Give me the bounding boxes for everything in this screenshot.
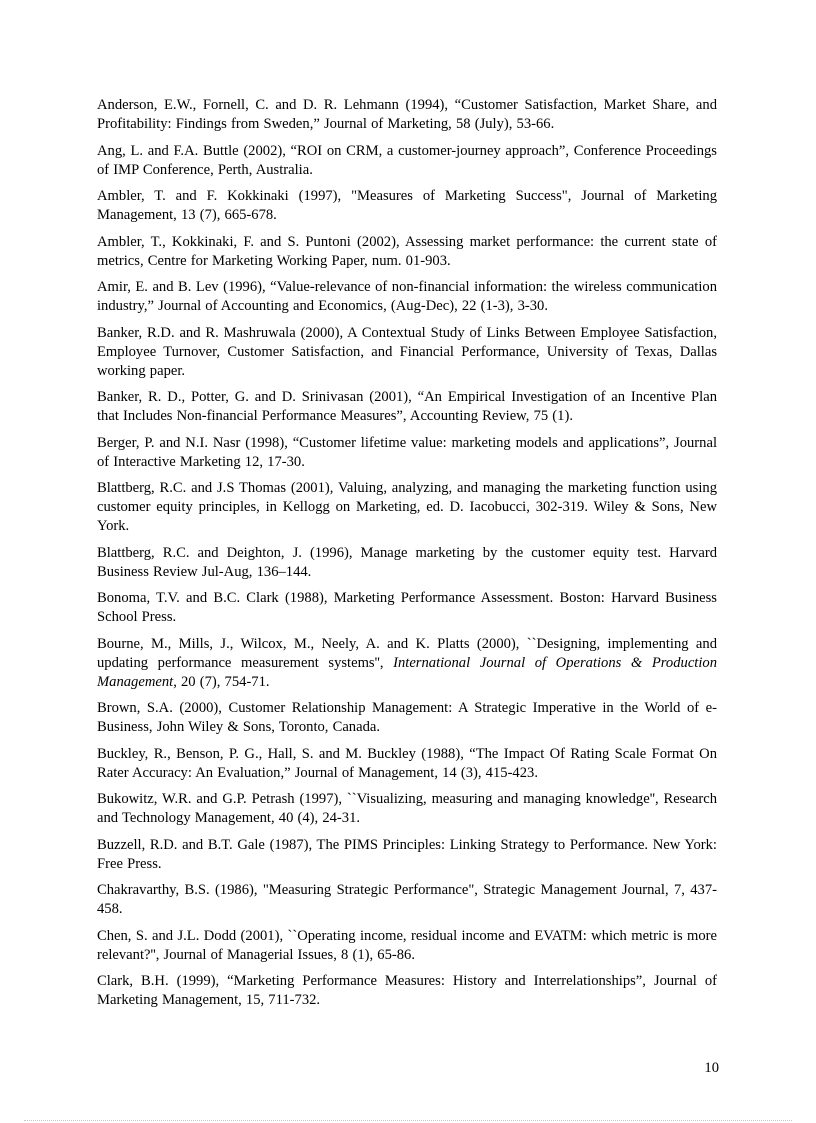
reference-text: Berger, P. and N.I. Nasr (1998), “Customer lifetime value: marketing models and applications”, Journal of Interactive Marketing 12, 17-30.	[97, 434, 717, 470]
reference-text: Ambler, T., Kokkinaki, F. and S. Puntoni (2002), Assessing market performance: the current state of metrics, Centre for Marketing Working Paper, num. 01-903.	[97, 233, 717, 269]
reference-entry	[97, 324, 717, 381]
reference-text: Amir, E. and B. Lev (1996), “Value-relevance of non-financial information: the wireless communication industry,” Journal of Accounting and Economics, (Aug-Dec), 22 (1-3), 3-30.	[97, 279, 717, 314]
reference-entry	[97, 187, 717, 225]
reference-entry	[97, 972, 717, 1010]
page-number: 10	[704, 1060, 719, 1076]
reference-entry	[97, 790, 717, 828]
reference-text: Banker, R.D. and R. Mashruwala (2000), A Contextual Study of Links Between Employee Satisfaction, Employee Turnover, Customer Satisfaction, and Financial Performance, University of Texas, Dallas working paper.	[97, 324, 717, 379]
reference-entry	[97, 434, 717, 472]
journal-title-italic: International Journal of Operations & Production Management	[97, 654, 717, 690]
reference-entry	[97, 233, 717, 271]
reference-text: Bukowitz, W.R. and G.P. Petrash (1997), ``Visualizing, measuring and managing knowledge'', Research and Technology Management, 40 (4), 24-31.	[97, 791, 717, 826]
reference-text: Bourne, M., Mills, J., Wilcox, M., Neely, A. and K. Platts (2000), ``Designing, implementing and updating performance measurement systems'',	[97, 635, 717, 671]
reference-entry	[97, 142, 717, 180]
reference-list	[97, 96, 717, 1018]
reference-entry	[97, 589, 717, 627]
reference-text: Blattberg, R.C. and J.S Thomas (2001), Valuing, analyzing, and managing the marketing function using customer equity principles, in Kellogg on Marketing, ed. D. Iacobucci, 302-319. Wiley & Sons, New York.	[97, 480, 717, 534]
reference-text: Buckley, R., Benson, P. G., Hall, S. and M. Buckley (1988), “The Impact Of Rating Scale Format On Rater Accuracy: An Evaluation,” Journal of Management, 14 (3), 415-423.	[97, 745, 717, 781]
reference-entry	[97, 388, 717, 426]
reference-entry	[97, 479, 717, 536]
reference-text: Ang, L. and F.A. Buttle (2002), “ROI on CRM, a customer-journey approach”, Conference Proceedings of IMP Conference, Perth, Australia.	[97, 142, 717, 178]
reference-entry	[97, 881, 717, 919]
reference-tail: , 20 (7), 754-71.	[173, 673, 270, 690]
reference-entry	[97, 96, 717, 134]
reference-entry	[97, 278, 717, 316]
reference-entry	[97, 635, 717, 692]
page-bottom-divider	[24, 1120, 792, 1121]
reference-text: Brown, S.A. (2000), Customer Relationship Management: A Strategic Imperative in the World of e-Business, John Wiley & Sons, Toronto, Canada.	[97, 700, 717, 735]
reference-text: Ambler, T. and F. Kokkinaki (1997), "Measures of Marketing Success", Journal of Marketing Management, 13 (7), 665-678.	[97, 188, 717, 223]
reference-entry	[97, 745, 717, 783]
reference-text: Buzzell, R.D. and B.T. Gale (1987), The PIMS Principles: Linking Strategy to Performance. New York: Free Press.	[97, 836, 717, 872]
reference-text: Blattberg, R.C. and Deighton, J. (1996), Manage marketing by the customer equity test. Harvard Business Review Jul-Aug, 136–144.	[97, 544, 717, 580]
reference-text: Anderson, E.W., Fornell, C. and D. R. Lehmann (1994), “Customer Satisfaction, Market Share, and Profitability: Findings from Sweden,” Journal of Marketing, 58 (July), 53-66.	[97, 97, 717, 132]
reference-text: Clark, B.H. (1999), “Marketing Performance Measures: History and Interrelationships”, Journal of Marketing Management, 15, 711-732.	[97, 973, 717, 1008]
reference-text: Chakravarthy, B.S. (1986), "Measuring Strategic Performance", Strategic Management Journal, 7, 437-458.	[97, 882, 717, 917]
reference-text: Bonoma, T.V. and B.C. Clark (1988), Marketing Performance Assessment. Boston: Harvard Business School Press.	[97, 590, 717, 625]
reference-entry	[97, 699, 717, 737]
reference-entry	[97, 927, 717, 965]
reference-text: Banker, R. D., Potter, G. and D. Srinivasan (2001), “An Empirical Investigation of an Incentive Plan that Includes Non-financial Performance Measures”, Accounting Review, 75 (1).	[97, 389, 717, 424]
reference-entry	[97, 544, 717, 582]
reference-entry	[97, 836, 717, 874]
reference-text: Chen, S. and J.L. Dodd (2001), ``Operating income, residual income and EVATM: which metric is more relevant?'', Journal of Managerial Issues, 8 (1), 65-86.	[97, 927, 717, 963]
